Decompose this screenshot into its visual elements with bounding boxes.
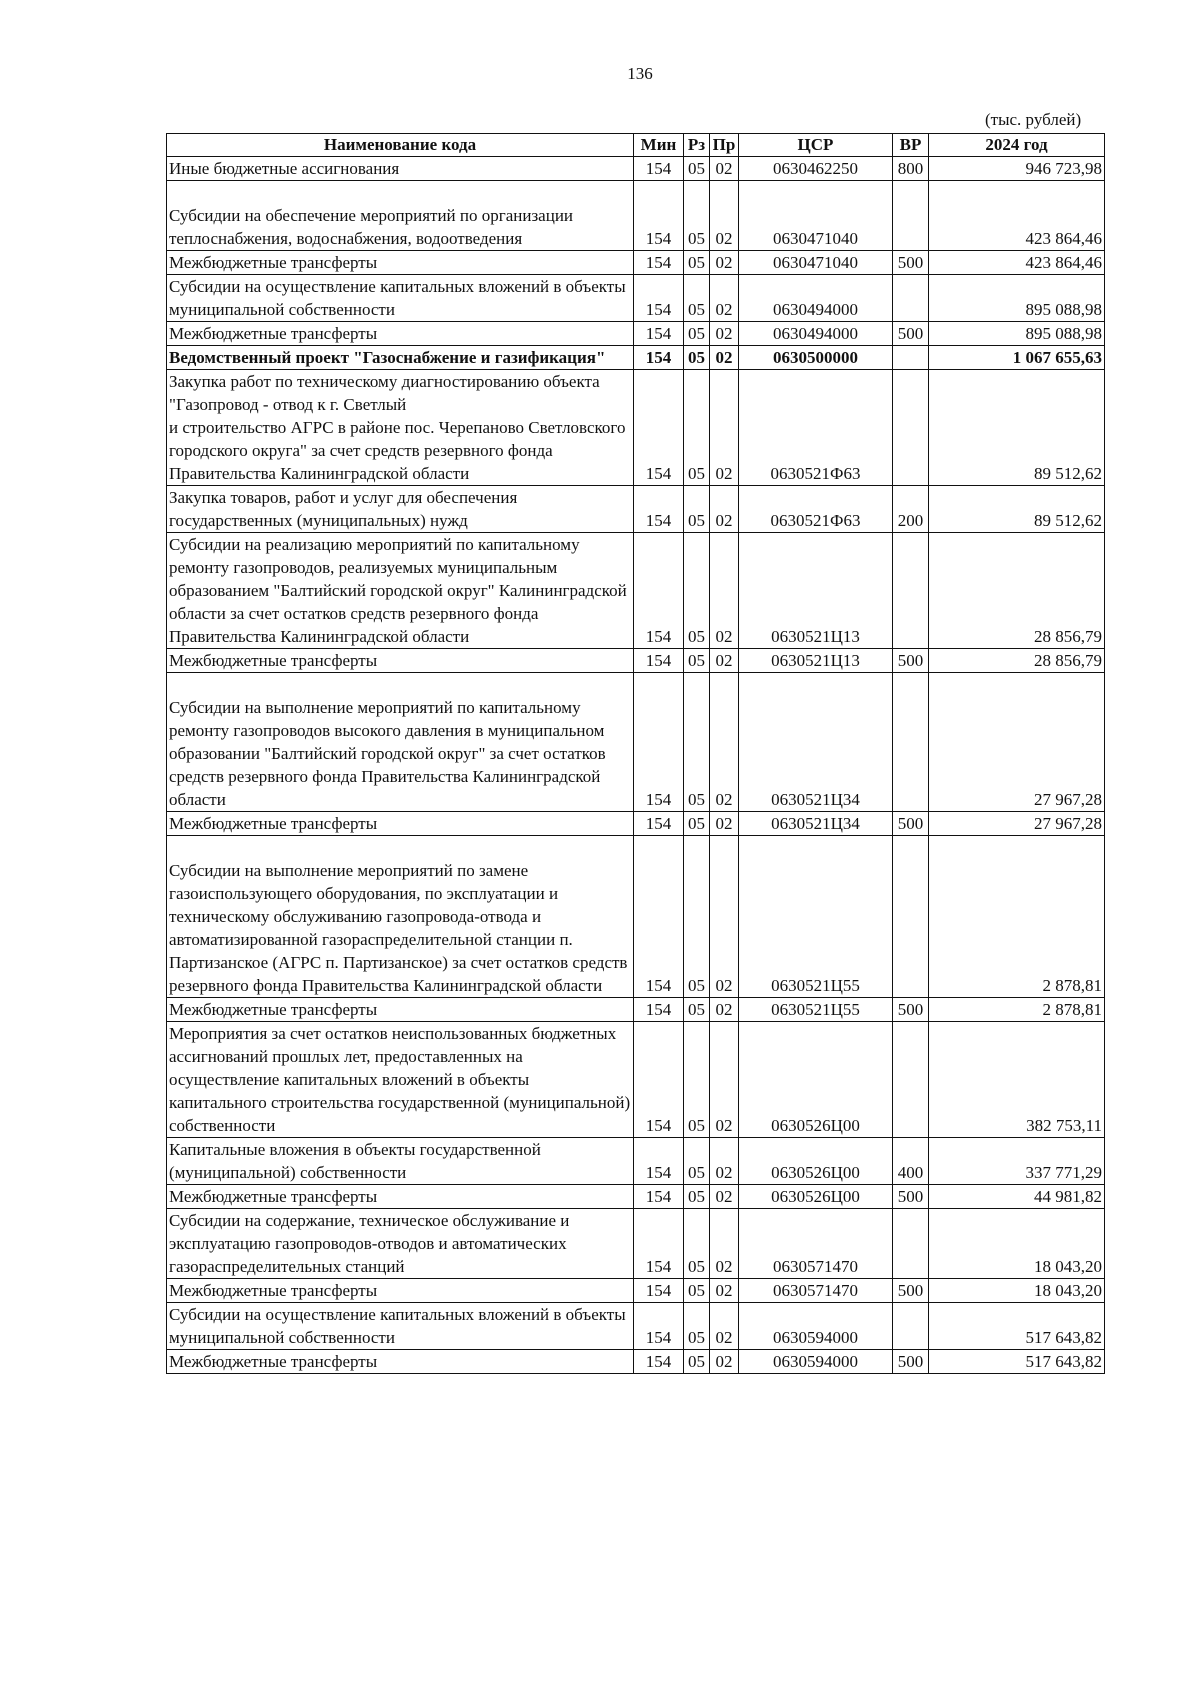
row-name-cell: Субсидии на реализацию мероприятий по капитальному ремонту газопроводов, реализуемых муниципальным образованием "Балтийский городской округ" Калининградской области за счет остатков средств резервного фонда Правительства Калининградской области [167, 533, 634, 649]
row-name-cell: Межбюджетные трансферты [167, 812, 634, 836]
row-amount-cell: 946 723,98 [929, 157, 1105, 181]
row-rz-cell: 05 [684, 251, 710, 275]
row-csr-cell: 0630571470 [739, 1279, 893, 1303]
row-rz-cell: 05 [684, 1209, 710, 1279]
row-csr-cell: 0630462250 [739, 157, 893, 181]
row-pr-cell: 02 [710, 836, 739, 998]
row-pr-cell: 02 [710, 157, 739, 181]
table-row [167, 1303, 1105, 1350]
row-min-cell: 154 [634, 1138, 684, 1185]
row-pr-cell: 02 [710, 251, 739, 275]
row-csr-cell: 0630521Ц34 [739, 673, 893, 812]
row-min-cell: 154 [634, 486, 684, 533]
row-min-cell: 154 [634, 1022, 684, 1138]
row-name-cell: Межбюджетные трансферты [167, 1350, 634, 1374]
row-vr-cell: 500 [893, 1279, 929, 1303]
table-header-row [167, 134, 1105, 157]
row-amount-cell: 44 981,82 [929, 1185, 1105, 1209]
row-amount-cell: 895 088,98 [929, 275, 1105, 322]
table-row [167, 1209, 1105, 1279]
row-name-cell: Межбюджетные трансферты [167, 998, 634, 1022]
row-amount-cell: 89 512,62 [929, 486, 1105, 533]
table-row [167, 275, 1105, 322]
table-row [167, 812, 1105, 836]
row-csr-cell: 0630521Ц13 [739, 533, 893, 649]
table-row [167, 673, 1105, 812]
row-name-cell: Мероприятия за счет остатков неиспользованных бюджетных ассигнований прошлых лет, предоставленных на осуществление капитальных вложений в объекты капитального строительства государственной (муниципальной) собственности [167, 1022, 634, 1138]
table-row [167, 533, 1105, 649]
row-csr-cell: 0630494000 [739, 322, 893, 346]
row-min-cell: 154 [634, 322, 684, 346]
row-min-cell: 154 [634, 275, 684, 322]
table-row [167, 322, 1105, 346]
header-name: Наименование кода [167, 134, 634, 157]
row-pr-cell: 02 [710, 322, 739, 346]
row-pr-cell: 02 [710, 533, 739, 649]
row-min-cell: 154 [634, 836, 684, 998]
row-min-cell: 154 [634, 1279, 684, 1303]
row-name-cell: Межбюджетные трансферты [167, 1279, 634, 1303]
row-amount-cell: 27 967,28 [929, 812, 1105, 836]
row-rz-cell: 05 [684, 1279, 710, 1303]
table-row [167, 486, 1105, 533]
budget-table [166, 133, 1105, 1374]
table-row [167, 157, 1105, 181]
row-name-cell: Капитальные вложения в объекты государственной (муниципальной) собственности [167, 1138, 634, 1185]
row-pr-cell: 02 [710, 346, 739, 370]
row-amount-cell: 423 864,46 [929, 251, 1105, 275]
row-amount-cell: 18 043,20 [929, 1209, 1105, 1279]
row-min-cell: 154 [634, 370, 684, 486]
row-amount-cell: 28 856,79 [929, 533, 1105, 649]
row-csr-cell: 0630594000 [739, 1303, 893, 1350]
header-csr: ЦСР [739, 134, 893, 157]
row-amount-cell: 382 753,11 [929, 1022, 1105, 1138]
row-pr-cell: 02 [710, 1303, 739, 1350]
row-min-cell: 154 [634, 181, 684, 251]
row-pr-cell: 02 [710, 1209, 739, 1279]
row-pr-cell: 02 [710, 649, 739, 673]
header-amount: 2024 год [929, 134, 1105, 157]
row-rz-cell: 05 [684, 346, 710, 370]
row-rz-cell: 05 [684, 157, 710, 181]
table-row [167, 251, 1105, 275]
row-min-cell: 154 [634, 1303, 684, 1350]
row-amount-cell: 895 088,98 [929, 322, 1105, 346]
row-min-cell: 154 [634, 1209, 684, 1279]
row-min-cell: 154 [634, 1350, 684, 1374]
row-csr-cell: 0630521Ц55 [739, 998, 893, 1022]
row-rz-cell: 05 [684, 673, 710, 812]
row-pr-cell: 02 [710, 1350, 739, 1374]
row-pr-cell: 02 [710, 812, 739, 836]
row-min-cell: 154 [634, 1185, 684, 1209]
row-csr-cell: 0630571470 [739, 1209, 893, 1279]
row-min-cell: 154 [634, 346, 684, 370]
row-vr-cell [893, 1303, 929, 1350]
row-min-cell: 154 [634, 157, 684, 181]
row-name-cell: Субсидии на осуществление капитальных вложений в объекты муниципальной собственности [167, 275, 634, 322]
row-csr-cell: 0630500000 [739, 346, 893, 370]
row-vr-cell: 500 [893, 251, 929, 275]
row-min-cell: 154 [634, 533, 684, 649]
table-row [167, 836, 1105, 998]
row-name-cell: Субсидии на содержание, техническое обслуживание и эксплуатацию газопроводов-отводов и автоматических газораспределительных станций [167, 1209, 634, 1279]
row-vr-cell: 800 [893, 157, 929, 181]
row-pr-cell: 02 [710, 275, 739, 322]
row-pr-cell: 02 [710, 1185, 739, 1209]
row-amount-cell: 89 512,62 [929, 370, 1105, 486]
row-pr-cell: 02 [710, 1279, 739, 1303]
table-row [167, 181, 1105, 251]
row-vr-cell: 500 [893, 812, 929, 836]
row-min-cell: 154 [634, 649, 684, 673]
row-rz-cell: 05 [684, 649, 710, 673]
row-name-cell: Закупка работ по техническому диагностированию объекта "Газопровод - отвод к г. Светлый и строительство АГРС в районе пос. Черепаново Светловского городского округа" за счет средств резервного фонда Правительства Калининградской области [167, 370, 634, 486]
row-vr-cell [893, 370, 929, 486]
row-pr-cell: 02 [710, 370, 739, 486]
row-amount-cell: 2 878,81 [929, 836, 1105, 998]
row-vr-cell [893, 275, 929, 322]
row-vr-cell: 400 [893, 1138, 929, 1185]
row-name-cell: Межбюджетные трансферты [167, 251, 634, 275]
row-name-cell: Ведомственный проект "Газоснабжение и газификация" [167, 346, 634, 370]
row-amount-cell: 517 643,82 [929, 1303, 1105, 1350]
row-csr-cell: 0630494000 [739, 275, 893, 322]
table-row [167, 1022, 1105, 1138]
row-name-cell: Иные бюджетные ассигнования [167, 157, 634, 181]
row-rz-cell: 05 [684, 836, 710, 998]
row-min-cell: 154 [634, 251, 684, 275]
row-name-cell: Закупка товаров, работ и услуг для обеспечения государственных (муниципальных) нужд [167, 486, 634, 533]
row-name-cell: Субсидии на обеспечение мероприятий по организации теплоснабжения, водоснабжения, водоотведения [167, 181, 634, 251]
row-csr-cell: 0630521Ф63 [739, 486, 893, 533]
row-rz-cell: 05 [684, 1138, 710, 1185]
row-rz-cell: 05 [684, 533, 710, 649]
row-pr-cell: 02 [710, 1022, 739, 1138]
row-pr-cell: 02 [710, 998, 739, 1022]
row-vr-cell [893, 181, 929, 251]
header-rz: Рз [684, 134, 710, 157]
row-amount-cell: 28 856,79 [929, 649, 1105, 673]
row-rz-cell: 05 [684, 998, 710, 1022]
row-csr-cell: 0630521Ц13 [739, 649, 893, 673]
header-pr: Пр [710, 134, 739, 157]
table-row [167, 1350, 1105, 1374]
row-min-cell: 154 [634, 673, 684, 812]
row-name-cell: Межбюджетные трансферты [167, 322, 634, 346]
row-name-cell: Субсидии на выполнение мероприятий по капитальному ремонту газопроводов высокого давления в муниципальном образовании "Балтийский городской округ" за счет остатков средств резервного фонда Правительства Калининградской области [167, 673, 634, 812]
row-rz-cell: 05 [684, 486, 710, 533]
row-amount-cell: 2 878,81 [929, 998, 1105, 1022]
table-row [167, 1138, 1105, 1185]
row-rz-cell: 05 [684, 322, 710, 346]
row-vr-cell: 500 [893, 998, 929, 1022]
row-rz-cell: 05 [684, 1303, 710, 1350]
units-label: (тыс. рублей) [985, 110, 1082, 129]
row-csr-cell: 0630521Ф63 [739, 370, 893, 486]
row-vr-cell: 500 [893, 649, 929, 673]
row-pr-cell: 02 [710, 1138, 739, 1185]
row-amount-cell: 1 067 655,63 [929, 346, 1105, 370]
table-row [167, 1185, 1105, 1209]
table-row [167, 649, 1105, 673]
row-rz-cell: 05 [684, 812, 710, 836]
row-csr-cell: 0630526Ц00 [739, 1185, 893, 1209]
row-vr-cell [893, 673, 929, 812]
row-vr-cell [893, 1209, 929, 1279]
row-rz-cell: 05 [684, 181, 710, 251]
row-rz-cell: 05 [684, 370, 710, 486]
page-number: 136 [627, 64, 653, 83]
row-vr-cell [893, 346, 929, 370]
row-vr-cell: 500 [893, 322, 929, 346]
row-amount-cell: 423 864,46 [929, 181, 1105, 251]
row-rz-cell: 05 [684, 1022, 710, 1138]
row-vr-cell [893, 1022, 929, 1138]
row-amount-cell: 337 771,29 [929, 1138, 1105, 1185]
table-row [167, 346, 1105, 370]
row-vr-cell [893, 533, 929, 649]
row-pr-cell: 02 [710, 181, 739, 251]
row-amount-cell: 18 043,20 [929, 1279, 1105, 1303]
table-row [167, 1279, 1105, 1303]
row-csr-cell: 0630471040 [739, 181, 893, 251]
row-vr-cell: 500 [893, 1185, 929, 1209]
row-amount-cell: 517 643,82 [929, 1350, 1105, 1374]
row-name-cell: Субсидии на осуществление капитальных вложений в объекты муниципальной собственности [167, 1303, 634, 1350]
row-vr-cell: 500 [893, 1350, 929, 1374]
header-min: Мин [634, 134, 684, 157]
row-rz-cell: 05 [684, 1185, 710, 1209]
row-csr-cell: 0630526Ц00 [739, 1138, 893, 1185]
table-body [167, 157, 1105, 1374]
row-csr-cell: 0630471040 [739, 251, 893, 275]
table-row [167, 998, 1105, 1022]
row-name-cell: Межбюджетные трансферты [167, 1185, 634, 1209]
row-min-cell: 154 [634, 998, 684, 1022]
row-amount-cell: 27 967,28 [929, 673, 1105, 812]
header-vr: ВР [893, 134, 929, 157]
row-pr-cell: 02 [710, 486, 739, 533]
row-name-cell: Субсидии на выполнение мероприятий по замене газоиспользующего оборудования, по эксплуатации и техническому обслуживанию газопровода-отвода и автоматизированной газораспределительной станции п. Партизанское (АГРС п. Партизанское) за счет остатков средств резервного фонда Правительства Калининградской области [167, 836, 634, 998]
row-rz-cell: 05 [684, 275, 710, 322]
row-csr-cell: 0630521Ц55 [739, 836, 893, 998]
table-row [167, 370, 1105, 486]
row-min-cell: 154 [634, 812, 684, 836]
row-csr-cell: 0630594000 [739, 1350, 893, 1374]
row-vr-cell: 200 [893, 486, 929, 533]
row-csr-cell: 0630521Ц34 [739, 812, 893, 836]
row-pr-cell: 02 [710, 673, 739, 812]
row-rz-cell: 05 [684, 1350, 710, 1374]
row-name-cell: Межбюджетные трансферты [167, 649, 634, 673]
row-vr-cell [893, 836, 929, 998]
row-csr-cell: 0630526Ц00 [739, 1022, 893, 1138]
